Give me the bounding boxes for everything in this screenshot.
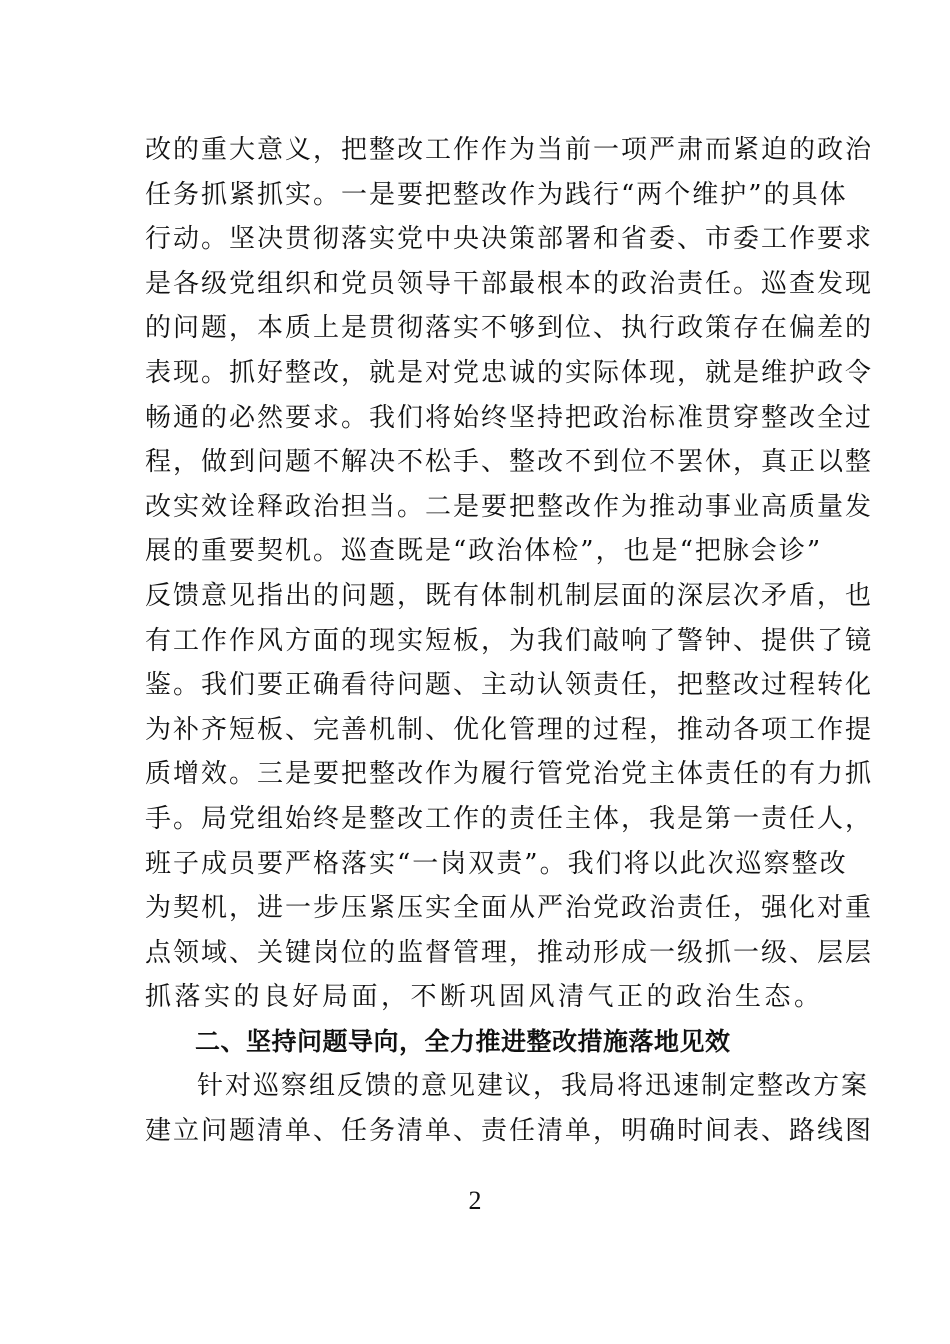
body-line: 班子成员要严格落实“一岗双责”。我们将以此次巡察整改: [145, 848, 848, 879]
document-page: [145, 128, 874, 1154]
body-line: 针对巡察组反馈的意见建议，我局将迅速制定整改方案: [197, 1071, 870, 1102]
body-line: 畅通的必然要求。我们将始终坚持把政治标准贯穿整改全过: [145, 402, 874, 433]
body-line: 改实效诠释政治担当。二是要把整改作为推动事业高质量发: [145, 491, 874, 522]
body-line: 程，做到问题不解决不松手、整改不到位不罢休，真正以整: [145, 447, 874, 478]
page-number: 2: [468, 1186, 482, 1215]
body-line: 的问题，本质上是贯彻落实不够到位、执行政策存在偏差的: [145, 313, 874, 344]
body-line: 点领域、关键岗位的监督管理，推动形成一级抓一级、层层: [145, 937, 874, 968]
body-line: 有工作作风方面的现实短板，为我们敲响了警钟、提供了镜: [145, 625, 874, 656]
body-line: 为契机，进一步压紧压实全面从严治党政治责任，强化对重: [145, 893, 874, 924]
body-line: 手。局党组始终是整改工作的责任主体，我是第一责任人，: [145, 803, 874, 834]
body-line: 展的重要契机。巡查既是“政治体检”，也是“把脉会诊”: [145, 536, 823, 567]
body-line: 行动。坚决贯彻落实党中央决策部署和省委、市委工作要求: [145, 224, 874, 255]
body-line: 是各级党组织和党员领导干部最根本的政治责任。巡查发现: [145, 268, 874, 299]
body-line: 改的重大意义，把整改工作作为当前一项严肃而紧迫的政治: [145, 135, 874, 165]
body-line: 质增效。三是要把整改作为履行管党治党主体责任的有力抓: [145, 759, 874, 790]
body-line: 为补齐短板、完善机制、优化管理的过程，推动各项工作提: [145, 714, 874, 745]
section-heading: 二、坚持问题导向，全力推进整改措施落地见效: [195, 1026, 731, 1056]
body-line: 任务抓紧抓实。一是要把整改作为践行“两个维护”的具体: [145, 179, 848, 210]
body-line: 鉴。我们要正确看待问题、主动认领责任，把整改过程转化: [145, 670, 874, 701]
body-line: 建立问题清单、任务清单、责任清单，明确时间表、路线图: [145, 1116, 874, 1147]
body-line: 表现。抓好整改，就是对党忠诚的实际体现，就是维护政令: [145, 357, 874, 388]
body-line: 抓落实的良好局面，不断巩固风清气正的政治生态。: [145, 982, 824, 1013]
body-line: 反馈意见指出的问题，既有体制机制层面的深层次矛盾，也: [145, 580, 874, 611]
